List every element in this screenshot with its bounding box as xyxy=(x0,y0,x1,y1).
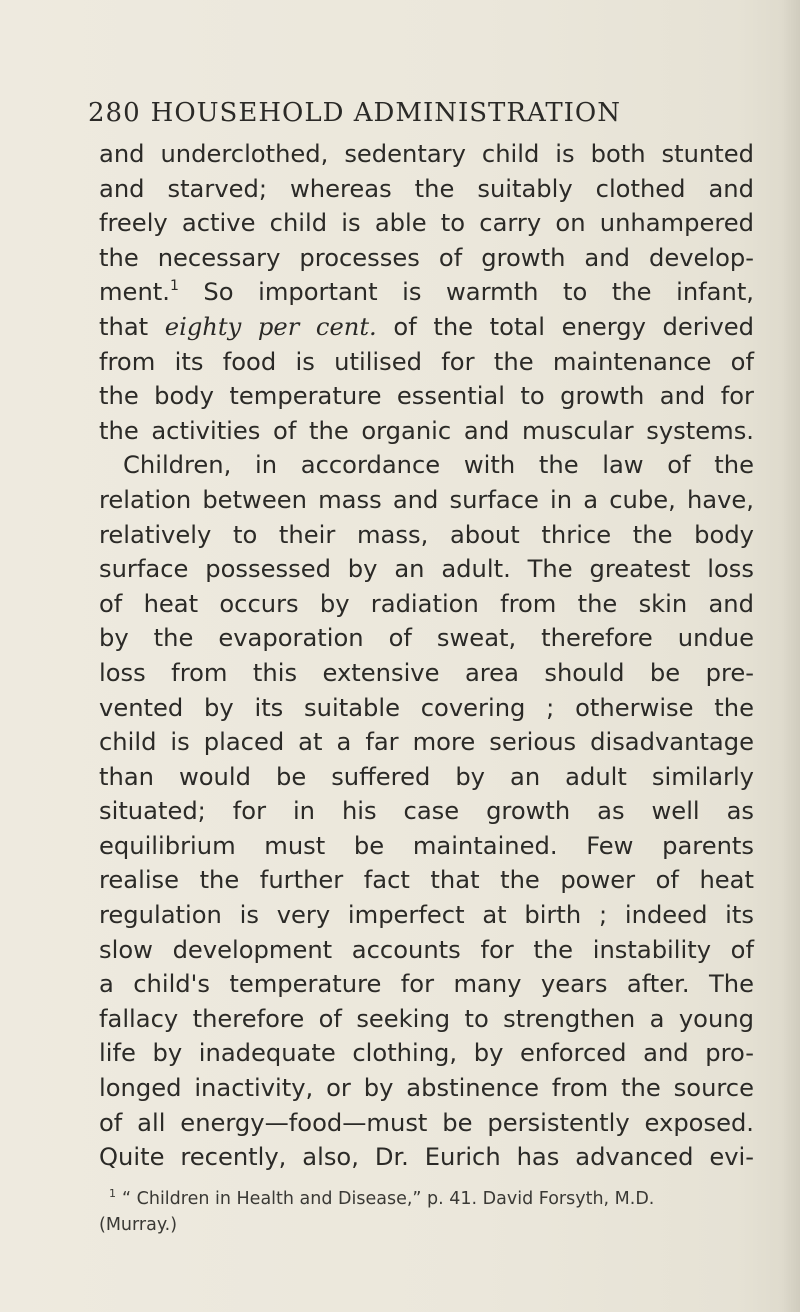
text-line: the necessary processes of growth and develop- xyxy=(99,243,754,272)
text-line: surface possessed by an adult. The greatest loss xyxy=(99,555,754,584)
footnote-line xyxy=(99,1186,759,1212)
body-text xyxy=(99,137,754,1175)
text-line xyxy=(99,275,754,310)
text-line: longed inactivity, or by abstinence from the source xyxy=(99,1074,754,1103)
footnote-marker: 1 xyxy=(109,1187,116,1200)
text-line: Quite recently, also, Dr. Eurich has advanced evi- xyxy=(99,1143,754,1172)
text-line: relation between mass and surface in a cube, have, xyxy=(99,485,754,514)
text-line: equilibrium must be maintained. Few parents xyxy=(99,831,754,860)
text-line: life by inadequate clothing, by enforced and pro- xyxy=(99,1039,754,1068)
paragraph-start-line: Children, in accordance with the law of the xyxy=(123,451,754,480)
text-line: relatively to their mass, about thrice the body xyxy=(99,520,754,549)
text-line: the activities of the organic and muscular systems. xyxy=(99,416,754,445)
text-fragment: So important is warmth to the infant, xyxy=(178,278,754,307)
text-line: than would be suffered by an adult similarly xyxy=(99,762,754,791)
footnote-text: “ Children in Health and Disease,” p. 41. David Forsyth, M.D. xyxy=(122,1189,655,1209)
text-line: of all energy—food—must be persistently exposed. xyxy=(99,1108,754,1137)
text-line: loss from this extensive area should be pre- xyxy=(99,658,754,687)
text-line: freely active child is able to carry on unhampered xyxy=(99,209,754,238)
text-line: from its food is utilised for the maintenance of xyxy=(99,347,754,376)
text-line: situated; for in his case growth as well as xyxy=(99,797,754,826)
text-line: by the evaporation of sweat, therefore undue xyxy=(99,624,754,653)
text-fragment: ment. xyxy=(99,278,170,307)
text-line: slow development accounts for the instability of xyxy=(99,935,754,964)
footnote xyxy=(99,1186,759,1238)
text-line: of heat occurs by radiation from the skin and xyxy=(99,589,754,618)
footnote-line: (Murray.) xyxy=(99,1215,178,1235)
text-line: a child's temperature for many years after. The xyxy=(99,970,754,999)
text-line: the body temperature essential to growth and for xyxy=(99,382,754,411)
text-line: regulation is very imperfect at birth ; indeed its xyxy=(99,901,754,930)
text-fragment: of the total energy derived xyxy=(376,312,754,341)
italic-emphasis: eighty per cent. xyxy=(164,312,377,341)
text-line: realise the further fact that the power of heat xyxy=(99,866,754,895)
text-line: child is placed at a far more serious disadvantage xyxy=(99,728,754,757)
page-number: 280 xyxy=(88,98,141,128)
text-line: and starved; whereas the suitably clothed and xyxy=(99,174,754,203)
running-header xyxy=(88,98,728,138)
page-edge-shadow xyxy=(782,0,800,1312)
text-fragment: that xyxy=(99,312,165,341)
text-line: vented by its suitable covering ; otherwise the xyxy=(99,693,754,722)
text-line: and underclothed, sedentary child is both stunted xyxy=(99,140,754,168)
text-line xyxy=(99,310,754,345)
text-line: fallacy therefore of seeking to strengthen a young xyxy=(99,1004,754,1033)
footnote-reference: 1 xyxy=(169,278,179,295)
running-title: HOUSEHOLD ADMINISTRATION xyxy=(150,98,621,128)
